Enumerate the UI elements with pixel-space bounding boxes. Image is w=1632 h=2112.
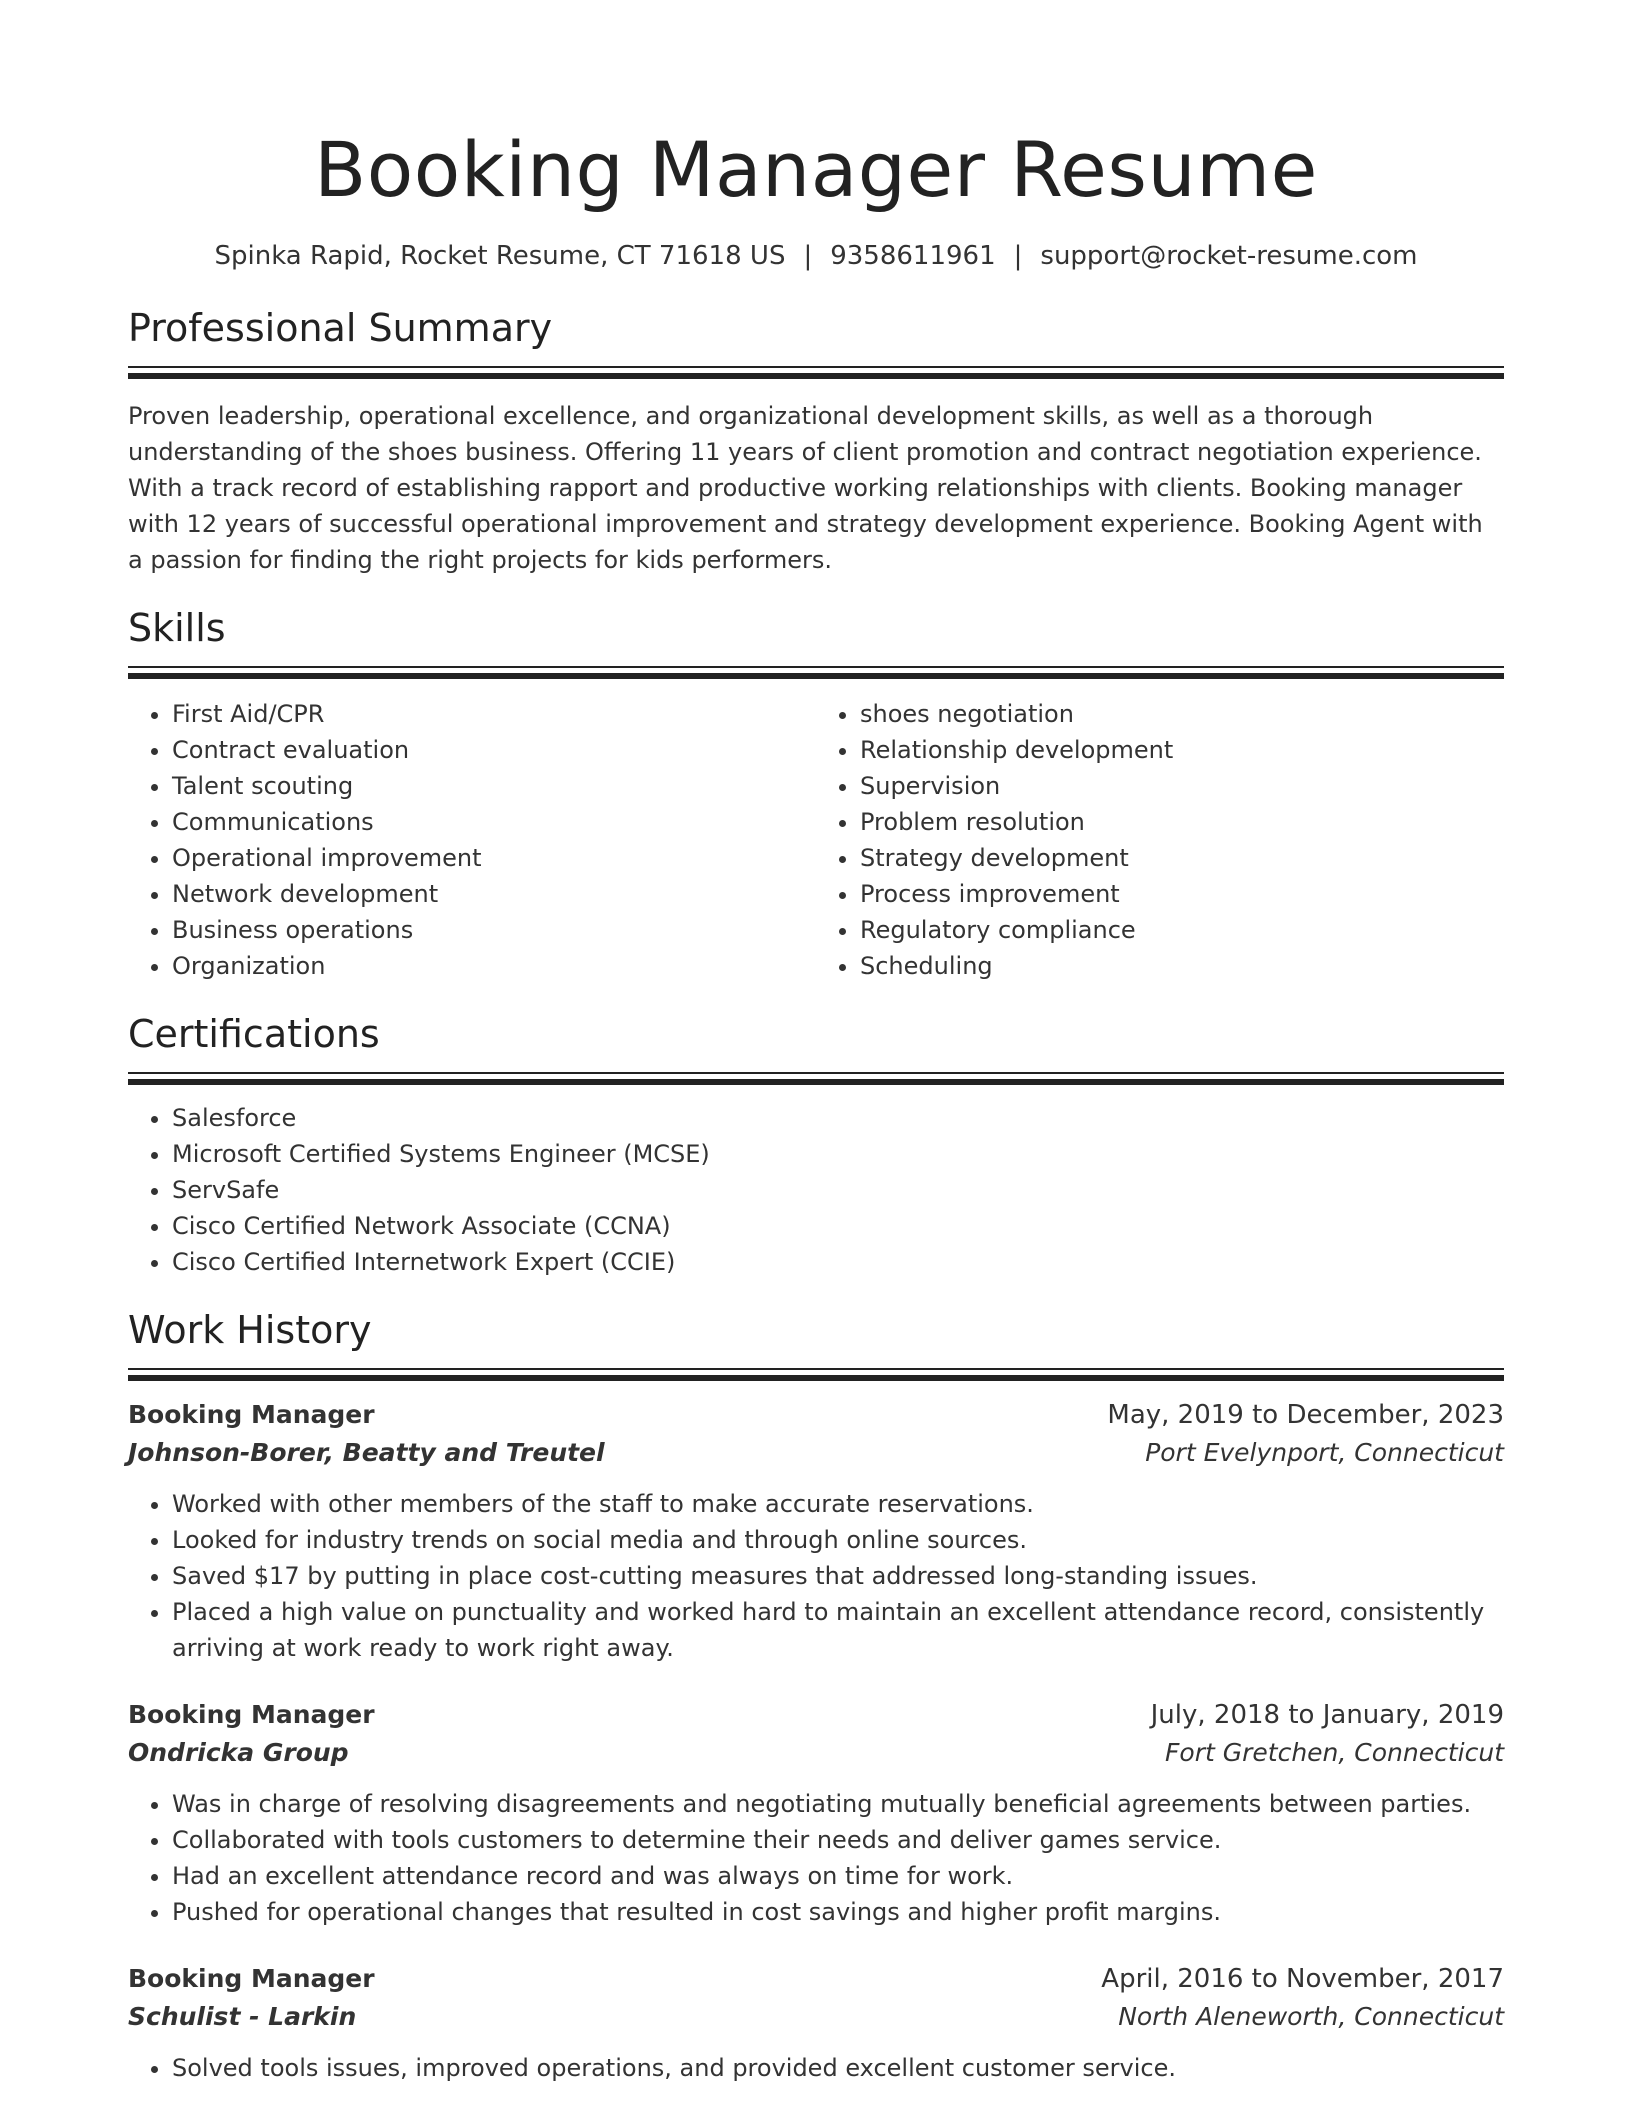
job-location: Fort Gretchen, Connecticut: [1165, 1738, 1504, 1767]
job-duty: • Looked for industry trends on social media and through online sources.: [172, 1522, 1504, 1558]
job-company: Ondricka Group: [128, 1738, 349, 1767]
job-subheader: [128, 1434, 1504, 1472]
skill-item: • shoes negotiation: [860, 696, 1504, 732]
job-duty: • Worked with other members of the staff to make accurate reservations.: [172, 1486, 1504, 1522]
section-heading: Certifications: [128, 1012, 380, 1056]
job-header: [128, 1696, 1504, 1734]
contact-phone: 9358611961: [830, 241, 996, 271]
job-duties: [128, 2050, 1504, 2086]
skill-item: • Scheduling: [860, 948, 1504, 984]
skill-item: • Process improvement: [860, 876, 1504, 912]
skills-list-right: [816, 696, 1504, 984]
certifications-section: [128, 1010, 1504, 1280]
section-divider: [128, 666, 1504, 680]
skill-item: • Regulatory compliance: [860, 912, 1504, 948]
job-dates: April, 2016 to November, 2017: [1101, 1964, 1504, 1994]
section-heading: Work History: [128, 1308, 372, 1352]
skill-item: • Organization: [172, 948, 816, 984]
contact-separator: |: [803, 241, 813, 271]
summary-text: Proven leadership, operational excellence, and organizational development skills, as well as a thorough understanding of the shoes business. Offering 11 years of client promotion and contract negotiation experience. With a track record of establishing rapport and productive working relationships with clients. Booking manager with 12 years of successful operational improvement and strategy development experience. Booking Agent with a passion for finding the right projects for kids performers.: [128, 402, 1483, 574]
skill-item: • Business operations: [172, 912, 816, 948]
job-duty: • Had an excellent attendance record and was always on time for work.: [172, 1858, 1504, 1894]
certification-item: • Salesforce: [172, 1100, 1504, 1136]
skill-item: • Contract evaluation: [172, 732, 816, 768]
job-location: North Aleneworth, Connecticut: [1118, 2002, 1504, 2031]
contact-separator: |: [1013, 241, 1023, 271]
job-header: [128, 1960, 1504, 1998]
certification-item: • Cisco Certified Internetwork Expert (CCIE): [172, 1244, 1504, 1280]
job-duty: • Was in charge of resolving disagreements and negotiating mutually beneficial agreements between parties.: [172, 1786, 1504, 1822]
skill-item: • Supervision: [860, 768, 1504, 804]
work-history-section: [128, 1306, 1504, 2086]
job-title: Booking Manager: [128, 1700, 375, 1729]
certifications-list: [128, 1100, 1504, 1280]
skill-item: • First Aid/CPR: [172, 696, 816, 732]
summary-section: [128, 304, 1504, 578]
section-divider: [128, 1072, 1504, 1086]
job-duty: • Placed a high value on punctuality and worked hard to maintain an excellent attendance record, consistently arriving at work ready to work right away.: [172, 1594, 1504, 1666]
certification-item: • ServSafe: [172, 1172, 1504, 1208]
job-header: [128, 1396, 1504, 1434]
job-company: Johnson-Borer, Beatty and Treutel: [128, 1438, 605, 1467]
skill-item: • Problem resolution: [860, 804, 1504, 840]
skill-item: • Network development: [172, 876, 816, 912]
contact-address: Spinka Rapid, Rocket Resume, CT 71618 US: [214, 241, 786, 271]
job-entry: [128, 1696, 1504, 1930]
section-divider: [128, 1368, 1504, 1382]
contact-email: support@rocket-resume.com: [1040, 241, 1418, 271]
skill-item: • Operational improvement: [172, 840, 816, 876]
skill-item: • Talent scouting: [172, 768, 816, 804]
skill-item: • Strategy development: [860, 840, 1504, 876]
job-duty: • Pushed for operational changes that resulted in cost savings and higher profit margins.: [172, 1894, 1504, 1930]
job-entry: [128, 1960, 1504, 2086]
job-title: Booking Manager: [128, 1400, 375, 1429]
job-duty: • Collaborated with tools customers to determine their needs and deliver games service.: [172, 1822, 1504, 1858]
skill-item: • Relationship development: [860, 732, 1504, 768]
job-title: Booking Manager: [128, 1964, 375, 1993]
section-heading: Professional Summary: [128, 306, 553, 350]
job-dates: May, 2019 to December, 2023: [1107, 1400, 1504, 1430]
job-dates: July, 2018 to January, 2019: [1150, 1700, 1504, 1730]
job-company: Schulist - Larkin: [128, 2002, 357, 2031]
page-title: Booking Manager Resume: [314, 125, 1318, 214]
certification-item: • Microsoft Certified Systems Engineer (MCSE): [172, 1136, 1504, 1172]
job-location: Port Evelynport, Connecticut: [1145, 1438, 1504, 1467]
job-entry: [128, 1396, 1504, 1666]
skills-section: [128, 604, 1504, 984]
job-duty: • Solved tools issues, improved operations, and provided excellent customer service.: [172, 2050, 1504, 2086]
job-duty: • Saved $17 by putting in place cost-cutting measures that addressed long-standing issues.: [172, 1558, 1504, 1594]
job-subheader: [128, 1734, 1504, 1772]
resume-page: [128, 0, 1504, 2086]
job-subheader: [128, 1998, 1504, 2036]
section-divider: [128, 366, 1504, 380]
certification-item: • Cisco Certified Network Associate (CCNA): [172, 1208, 1504, 1244]
skills-grid: [128, 696, 1504, 984]
skills-list-left: [128, 696, 816, 984]
job-duties: [128, 1486, 1504, 1666]
contact-line: [128, 238, 1504, 274]
section-heading: Skills: [128, 606, 226, 650]
job-duties: [128, 1786, 1504, 1930]
skill-item: • Communications: [172, 804, 816, 840]
